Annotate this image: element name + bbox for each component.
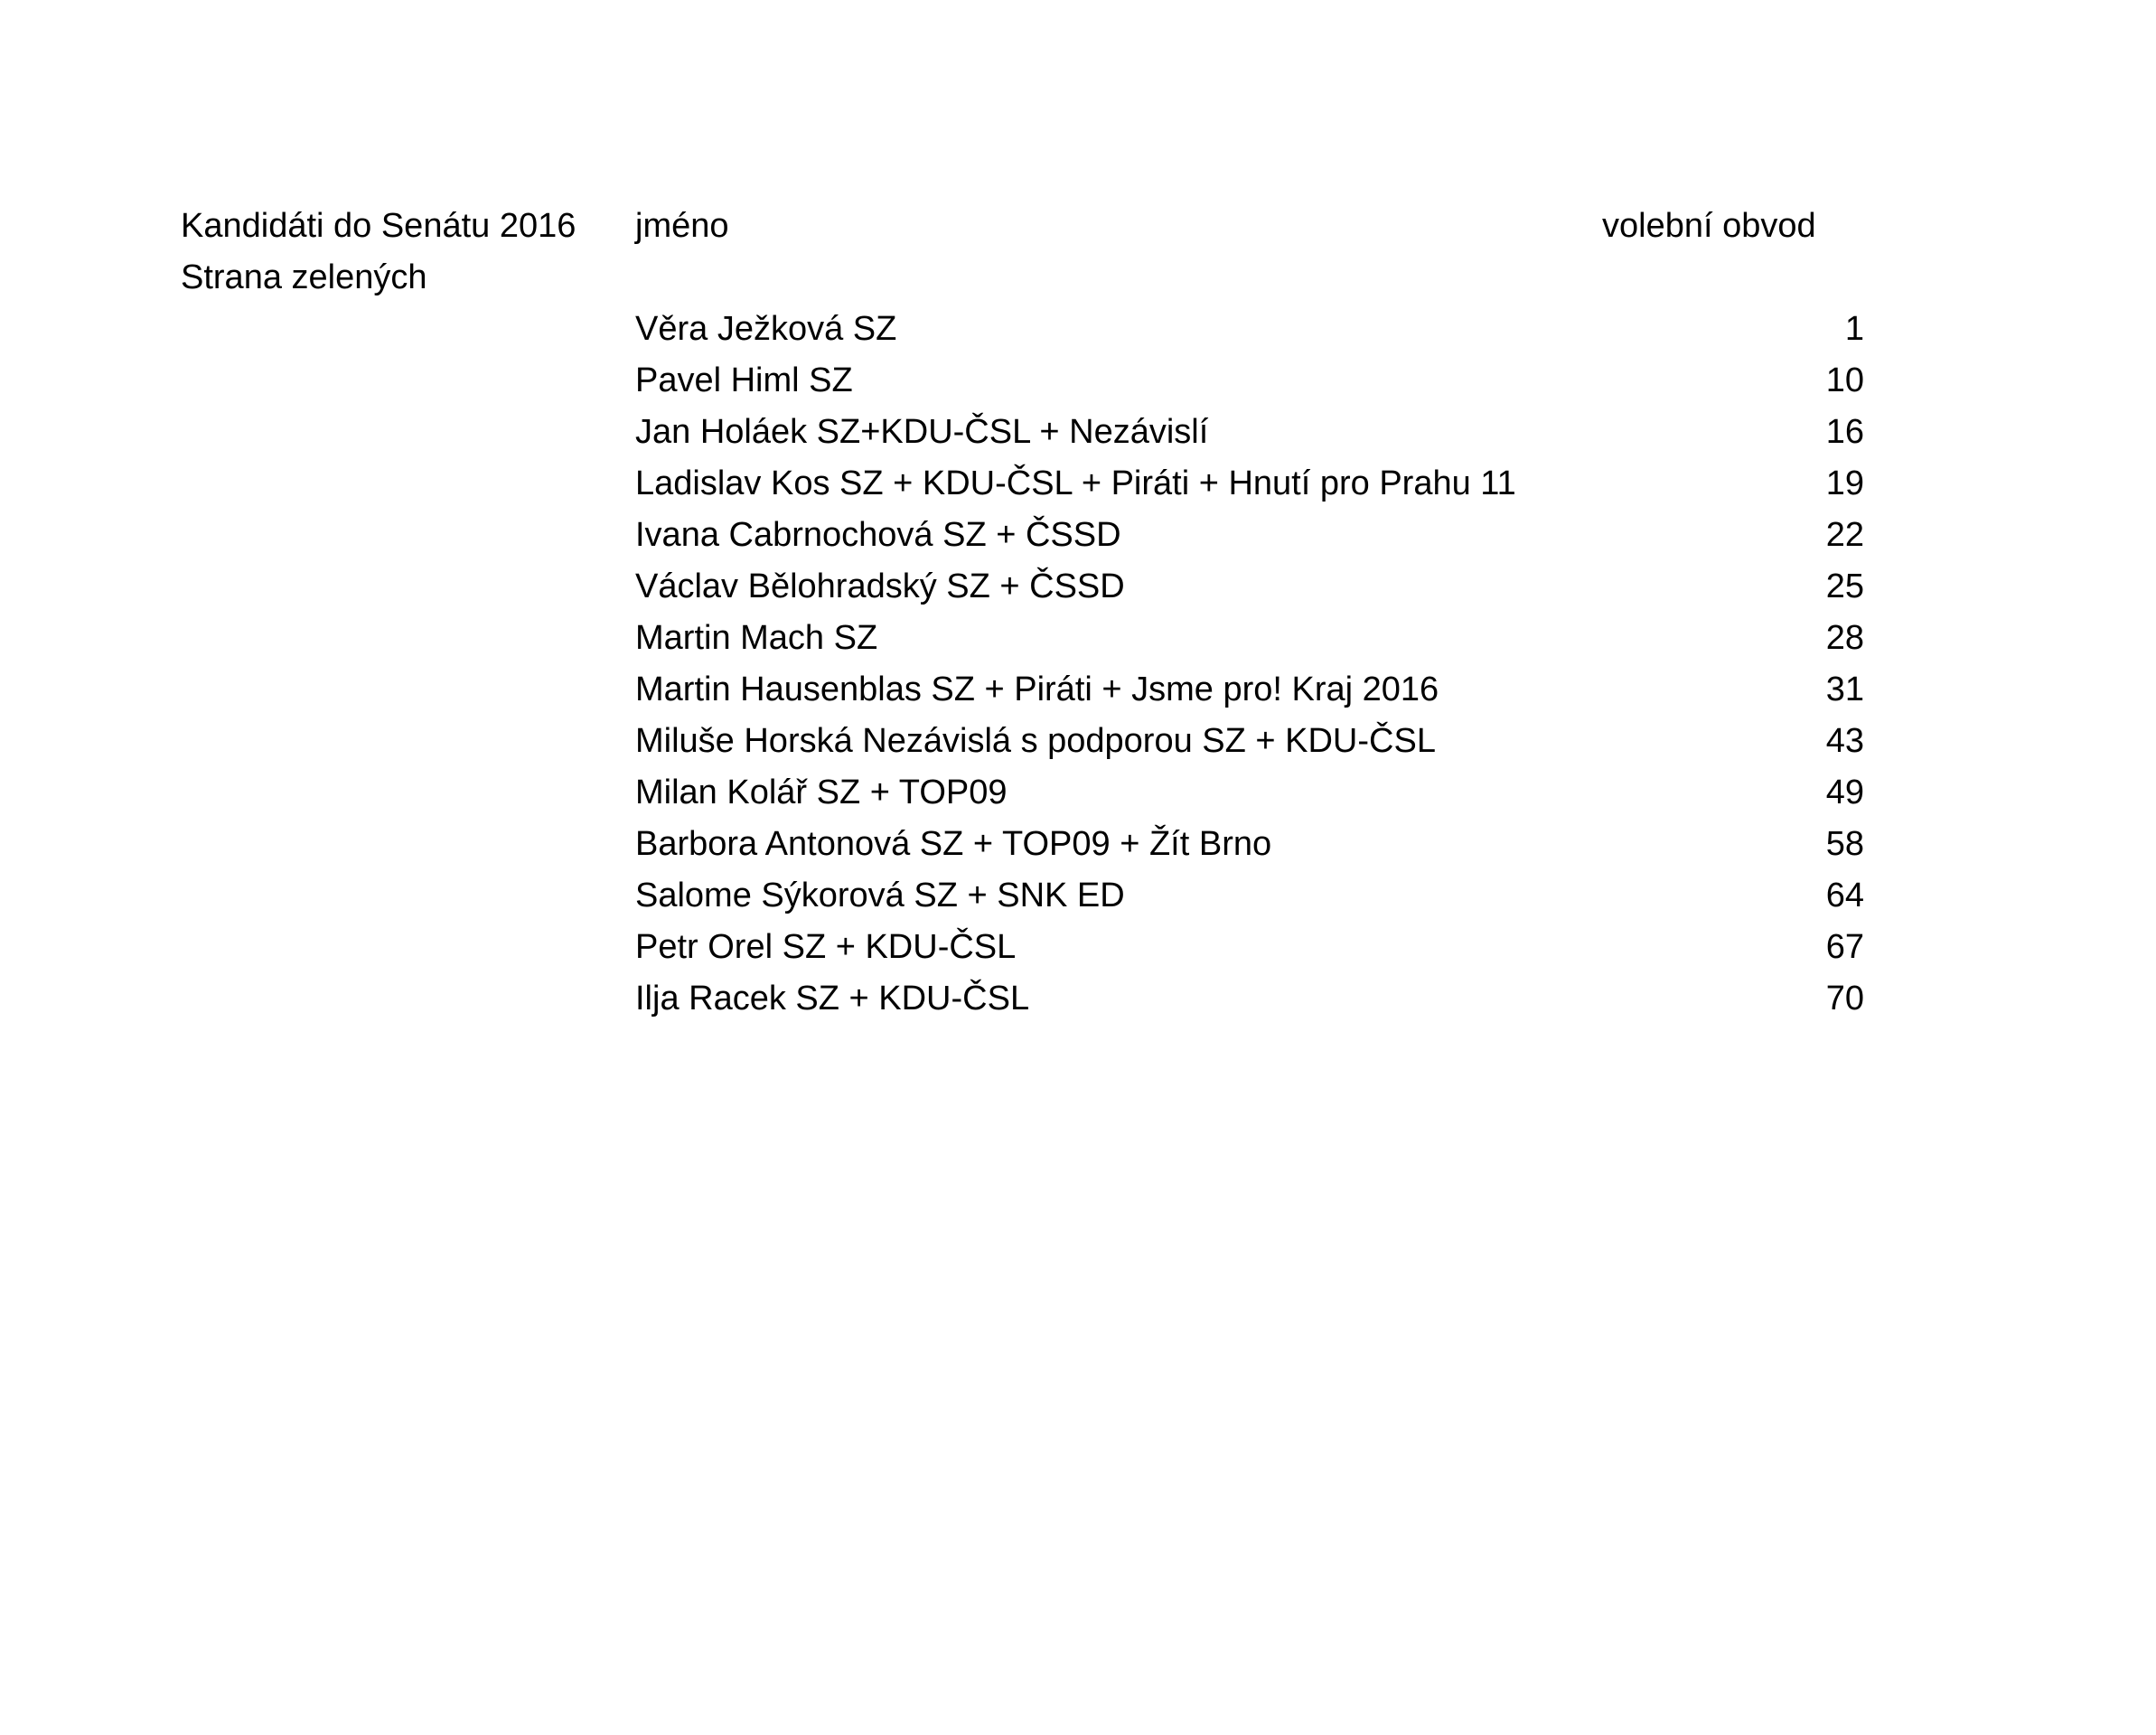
table-row	[181, 664, 1898, 716]
district-number: 70	[1825, 980, 1864, 1018]
table-row	[181, 716, 1898, 767]
table-row	[181, 304, 1898, 355]
candidate-name: Martin Mach SZ	[635, 619, 878, 657]
party-name: Strana zelených	[181, 258, 427, 296]
table-row	[181, 870, 1898, 922]
table-row	[181, 561, 1898, 613]
candidate-name: Milan Kolář SZ + TOP09	[635, 774, 1008, 811]
candidate-sheet	[181, 201, 1898, 1025]
candidate-name: Salome Sýkorová SZ + SNK ED	[635, 877, 1125, 914]
name-column-header: jméno	[635, 207, 729, 245]
candidate-name: Ladislav Kos SZ + KDU-ČSL + Piráti + Hnutí pro Prahu 11	[635, 464, 1516, 502]
table-row	[181, 922, 1898, 973]
district-number: 25	[1825, 567, 1864, 605]
table-row	[181, 458, 1898, 510]
district-number: 16	[1825, 413, 1864, 451]
header-row	[181, 201, 1898, 252]
district-number: 43	[1825, 722, 1864, 760]
district-number: 22	[1825, 516, 1864, 554]
district-number: 58	[1825, 825, 1864, 863]
candidate-name: Ilja Racek SZ + KDU-ČSL	[635, 980, 1030, 1018]
candidate-name: Jan Holáek SZ+KDU-ČSL + Nezávislí	[635, 413, 1209, 451]
table-row	[181, 407, 1898, 458]
district-number: 19	[1825, 464, 1864, 502]
candidate-name: Petr Orel SZ + KDU-ČSL	[635, 928, 1017, 966]
table-row	[181, 819, 1898, 870]
candidate-name: Barbora Antonová SZ + TOP09 + Žít Brno	[635, 825, 1272, 863]
district-number: 1	[1844, 310, 1864, 348]
table-row	[181, 767, 1898, 819]
table-row	[181, 613, 1898, 664]
candidate-name: Věra Ježková SZ	[635, 310, 897, 348]
table-row	[181, 510, 1898, 561]
district-number: 64	[1825, 877, 1864, 914]
candidate-name: Martin Hausenblas SZ + Piráti + Jsme pro! Kraj 2016	[635, 671, 1439, 708]
district-number: 31	[1825, 671, 1864, 708]
document-title: Kandidáti do Senátu 2016	[181, 207, 576, 245]
candidate-name: Miluše Horská Nezávislá s podporou SZ + KDU-ČSL	[635, 722, 1436, 760]
subtitle-row	[181, 252, 1898, 304]
table-row	[181, 355, 1898, 407]
district-number: 28	[1825, 619, 1864, 657]
candidate-name: Pavel Himl SZ	[635, 361, 853, 399]
district-number: 49	[1825, 774, 1864, 811]
district-number: 10	[1825, 361, 1864, 399]
candidate-name: Václav Bělohradský SZ + ČSSD	[635, 567, 1125, 605]
candidate-list	[181, 304, 1898, 1025]
district-number: 67	[1825, 928, 1864, 966]
candidate-name: Ivana Cabrnochová SZ + ČSSD	[635, 516, 1121, 554]
district-column-header: volební obvod	[1602, 207, 1816, 245]
table-row	[181, 973, 1898, 1025]
